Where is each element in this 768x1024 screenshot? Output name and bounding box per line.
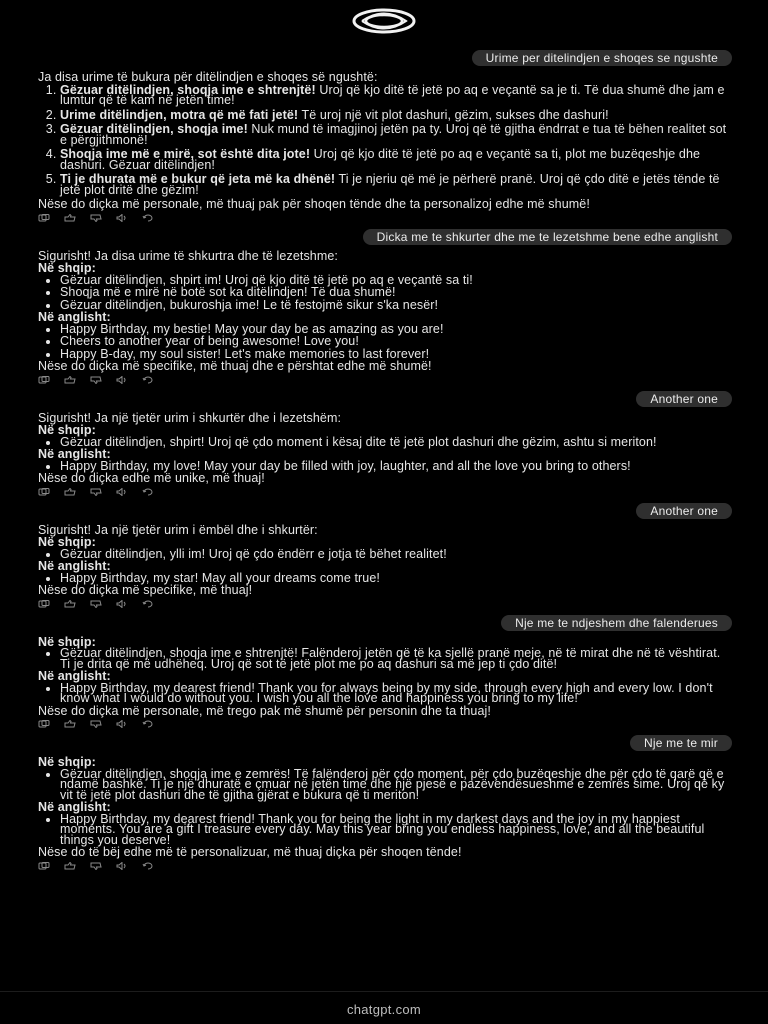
thumbs-up-icon[interactable]	[64, 862, 76, 870]
user-message	[38, 735, 732, 751]
message-actions	[38, 719, 732, 729]
speaker-icon[interactable]	[116, 376, 128, 384]
user-message	[38, 503, 732, 519]
reply-outro: Nëse do diçka më specifike, më thuaj dhe e përshtat edhe më shumë!	[38, 359, 432, 373]
user-bubble: Urime per ditelindjen e shoqes se ngushte	[472, 50, 732, 66]
list-item: • Gëzuar ditëlindjen, shpirt im! Uroj që kjo ditë të jetë po aq e veçantë sa ti!	[60, 275, 732, 286]
thumbs-up-icon[interactable]	[64, 488, 76, 496]
copy-icon[interactable]	[38, 862, 50, 870]
conversation	[38, 46, 732, 877]
assistant-message	[38, 72, 732, 223]
list-item-text: Uroj që kjo ditë të jetë po aq e veçantë sa ti, plot me buzëqeshje dhe dashuri. Gëzuar ditëlindjen!	[60, 147, 701, 172]
assistant-message	[38, 757, 732, 871]
message-actions	[38, 861, 732, 871]
regenerate-icon[interactable]	[142, 376, 154, 384]
message-actions	[38, 487, 732, 497]
copy-icon[interactable]	[38, 600, 50, 608]
bullet-list	[38, 321, 732, 361]
list-item-bold: Ti je dhurata më e bukur që jeta më ka dhënë!	[60, 172, 336, 186]
list-item	[60, 149, 732, 170]
thumbs-up-icon[interactable]	[64, 214, 76, 222]
list-item-text: Uroj që kjo ditë të jetë po aq e veçantë sa je ti. Të dua shumë dhe jam e lumtur që të kam në jetën time!	[60, 82, 725, 107]
user-message	[38, 229, 732, 245]
speaker-icon[interactable]	[116, 720, 128, 728]
reply-intro: Ja disa urime të bukura për ditëlindjen e shoqes së ngushtë:	[38, 70, 378, 84]
bullet-list	[38, 648, 732, 669]
user-bubble: Nje me te mir	[630, 735, 732, 751]
copy-icon[interactable]	[38, 376, 50, 384]
thumbs-down-icon[interactable]	[90, 600, 102, 608]
regenerate-icon[interactable]	[142, 214, 154, 222]
bullet-list	[38, 458, 732, 473]
list-item-text: Ti je njeriu që më je përherë pranë. Uroj që çdo ditë e jetës tënde të jetë plot dritë dhe gëzim!	[60, 172, 720, 197]
speaker-icon[interactable]	[116, 862, 128, 870]
bullet-list	[38, 766, 732, 802]
thumbs-down-icon[interactable]	[90, 376, 102, 384]
speaker-icon[interactable]	[116, 600, 128, 608]
list-item: • Happy B-day, my soul sister! Let's make memories to last forever!	[60, 349, 732, 360]
speaker-icon[interactable]	[116, 488, 128, 496]
thumbs-down-icon[interactable]	[90, 720, 102, 728]
reply-intro: Sigurisht! Ja një tjetër urim i ëmbël dhe i shkurtër:	[38, 522, 318, 537]
message-actions	[38, 213, 732, 223]
speaker-icon[interactable]	[116, 214, 128, 222]
thumbs-down-icon[interactable]	[90, 214, 102, 222]
copy-icon[interactable]	[38, 720, 50, 728]
user-bubble: Nje me te ndjeshem dhe falenderues	[501, 615, 732, 631]
user-message	[38, 615, 732, 631]
list-item-text: Të uroj një vit plot dashuri, gëzim, sukses dhe dashuri!	[298, 107, 609, 122]
reply-outro: Nëse do diçka më personale, më thuaj pak për shoqen tënde dhe ta personalizoj edhe më shumë!	[38, 197, 590, 211]
regenerate-icon[interactable]	[142, 600, 154, 608]
list-item: • Cheers to another year of being awesome! Love you!	[60, 336, 732, 347]
bullet-list	[38, 546, 732, 561]
list-item: • Gëzuar ditëlindjen, shoqja ime e zemrës! Të falënderoj për çdo moment, për çdo buzëqeshje dhe për çdo të qarë që e ndamë bashkë. Ti je një dhuratë e çmuar në jetën time dhe një pjesë e pazëvendësueshme e zemrës sime. Uroj që ky vit të jetë plot dashuri dhe të gjitha gjërat e bukura që ti meriton!	[60, 769, 732, 801]
footer-site: chatgpt.com	[346, 1002, 422, 1017]
copy-icon[interactable]	[38, 214, 50, 222]
bullet-list	[38, 434, 732, 449]
section-heading: Në anglisht:	[38, 669, 111, 683]
regenerate-icon[interactable]	[142, 720, 154, 728]
bullet-list	[38, 570, 732, 585]
thumbs-up-icon[interactable]	[64, 600, 76, 608]
section-heading: Në anglisht:	[38, 447, 111, 461]
reply-outro: Nëse do diçka më personale, më trego pak më shumë për personin dhe ta thuaj!	[38, 703, 491, 718]
thumbs-down-icon[interactable]	[90, 488, 102, 496]
list-item: • Happy Birthday, my love! May your day be filled with joy, laughter, and all the love you bring to others!	[60, 461, 732, 472]
reply-intro: Sigurisht! Ja një tjetër urim i shkurtër dhe i lezetshëm:	[38, 410, 342, 425]
list-item: • Happy Birthday, my dearest friend! Thank you for always being by my side, through every high and every low. I don't know what I would do without you. I wish you all the love and happiness you bring to my life!	[60, 683, 732, 704]
list-item: • Gëzuar ditëlindjen, bukuroshja ime! Le të festojmë sikur s'ka nesër!	[60, 300, 732, 311]
section-heading: Në shqip:	[38, 535, 96, 549]
assistant-message	[38, 522, 732, 609]
message-actions	[38, 375, 732, 385]
list-item: • Shoqja më e mirë në botë sot ka ditëlindjen! Të dua shumë!	[60, 287, 732, 298]
reply-outro: Nëse do diçka më specifike, më thuaj!	[38, 583, 253, 597]
bullet-list	[38, 680, 732, 705]
regenerate-icon[interactable]	[142, 488, 154, 496]
openai-logo-icon	[334, 8, 434, 34]
numbered-list	[38, 82, 732, 197]
list-item-bold: Shoqja ime më e mirë, sot është dita jote!	[60, 147, 311, 161]
list-item: • Gëzuar ditëlindjen, shpirt! Uroj që çdo moment i kësaj dite të jetë plot dashuri dhe gëzim, ashtu si meriton!	[60, 437, 732, 448]
copy-icon[interactable]	[38, 488, 50, 496]
regenerate-icon[interactable]	[142, 862, 154, 870]
list-item-bold: Gëzuar ditëlindjen, shoqja ime e shtrenjtë!	[60, 82, 316, 97]
section-heading: Në anglisht:	[38, 310, 111, 324]
user-message	[38, 50, 732, 66]
section-heading: Në anglisht:	[38, 800, 111, 814]
reply-outro: Nëse do të bëj edhe më të personalizuar, më thuaj diçka për shoqen tënde!	[38, 845, 462, 859]
list-item-bold: Urime ditëlindjen, motra që më fati jetë!	[60, 107, 299, 122]
reply-outro: Nëse do diçka edhe më unike, më thuaj!	[38, 471, 265, 485]
thumbs-down-icon[interactable]	[90, 862, 102, 870]
list-item: • Happy Birthday, my star! May all your dreams come true!	[60, 573, 732, 584]
section-heading: Në shqip:	[38, 423, 96, 437]
bullet-list	[38, 272, 732, 312]
reply-intro: Sigurisht! Ja disa urime të shkurtra dhe të lezetshme:	[38, 248, 338, 263]
user-bubble: Another one	[636, 391, 732, 407]
thumbs-up-icon[interactable]	[64, 376, 76, 384]
list-item	[60, 107, 732, 122]
list-item-text: Nuk mund të imagjinoj jetën pa ty. Uroj që të gjitha ëndrrat e tua të bëhen realitet sot e përgjithmonë!	[60, 122, 727, 147]
message-actions	[38, 599, 732, 609]
user-bubble: Another one	[636, 503, 732, 519]
section-heading: Në shqip:	[38, 755, 96, 769]
bullet-list	[38, 811, 732, 847]
list-item: • Happy Birthday, my bestie! May your day be as amazing as you are!	[60, 324, 732, 335]
user-bubble: Dicka me te shkurter dhe me te lezetshme bene edhe anglisht	[363, 229, 732, 245]
list-item: • Happy Birthday, my dearest friend! Thank you for being the light in my darkest days and the joy in my happiest moments. You are a gift I treasure every day. May this year bring you endless happiness, love, and all the beautiful things you deserve!	[60, 814, 732, 846]
assistant-message	[38, 410, 732, 497]
thumbs-up-icon[interactable]	[64, 720, 76, 728]
section-heading: Në shqip:	[38, 261, 96, 275]
assistant-message	[38, 634, 732, 730]
list-item-bold: Gëzuar ditëlindjen, shoqja ime!	[60, 122, 248, 136]
list-item: • Gëzuar ditëlindjen, shoqja ime e shtrenjtë! Falënderoj jetën që të ka sjellë pranë meje, në të mirat dhe në të vështirat. Ti je drita që më udhëheq. Uroj që sot të jetë plot me po aq dashuri sa më jep ti çdo ditë!	[60, 648, 732, 669]
footer-divider	[0, 991, 768, 992]
list-item	[60, 124, 732, 145]
assistant-message	[38, 248, 732, 385]
section-heading: Në shqip:	[38, 634, 96, 649]
list-item: • Gëzuar ditëlindjen, ylli im! Uroj që çdo ëndërr e jotja të bëhet realitet!	[60, 549, 732, 560]
list-item	[60, 82, 732, 107]
user-message	[38, 391, 732, 407]
section-heading: Në anglisht:	[38, 559, 111, 573]
list-item	[60, 174, 732, 195]
